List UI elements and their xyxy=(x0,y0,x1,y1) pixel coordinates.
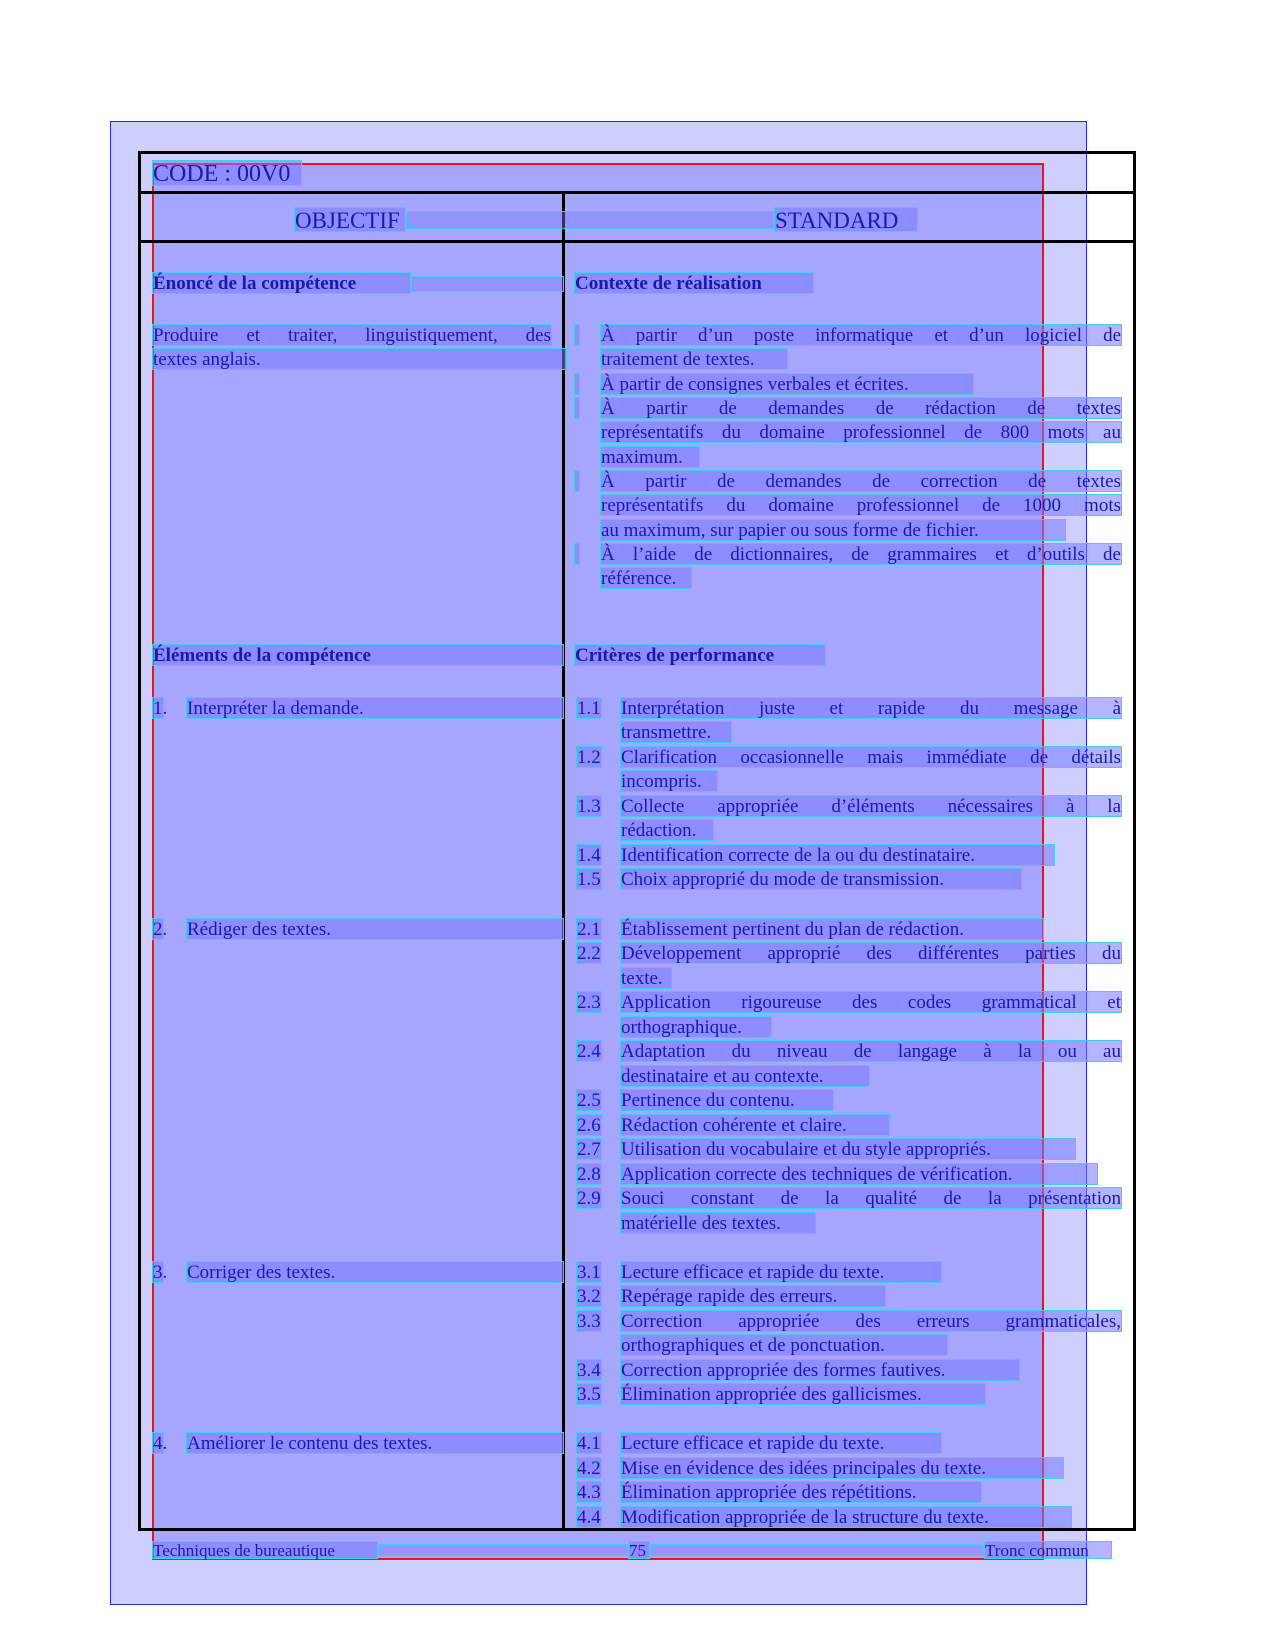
element-number: 1. xyxy=(153,698,168,719)
enonce-title: Énoncé de la compétence xyxy=(152,272,411,294)
bullet-marker xyxy=(574,324,580,346)
competence-code: CODE : 00V0 xyxy=(152,160,302,186)
critere-line: Élimination appropriée des répétitions. xyxy=(620,1481,982,1503)
element-text: Interpréter la demande. xyxy=(186,697,564,719)
critere-line: incompris. xyxy=(620,770,718,792)
header-standard: STANDARD xyxy=(774,207,918,232)
contexte-line: traitement de textes. xyxy=(600,348,788,370)
contexte-line: À partir d’un poste informatique et d’un logiciel de xyxy=(601,325,1121,346)
critere-number: 4.4 xyxy=(577,1507,601,1528)
critere-number: 4.2 xyxy=(577,1458,601,1479)
element-number: 3. xyxy=(153,1262,168,1283)
contexte-line: À partir de demandes de rédaction de textes xyxy=(601,398,1121,419)
critere-line: transmettre. xyxy=(620,721,732,743)
footer-section: Tronc commun xyxy=(984,1541,1112,1559)
critere-number: 2.8 xyxy=(577,1164,601,1185)
critere-line: Rédaction cohérente et claire. xyxy=(620,1114,890,1136)
table-rule-header xyxy=(138,240,1136,243)
table-rule-top xyxy=(138,191,1136,194)
critere-line: rédaction. xyxy=(620,819,714,841)
contexte-line: À l’aide de dictionnaires, de grammaires et d’outils de xyxy=(601,544,1121,565)
critere-number: 2.3 xyxy=(577,992,601,1013)
critere-number: 4.3 xyxy=(577,1482,601,1503)
critere-number: 2.9 xyxy=(577,1188,601,1209)
critere-line: Correction appropriée des formes fautives. xyxy=(620,1359,1020,1381)
contexte-line: représentatifs du domaine professionnel de 1000 mots xyxy=(601,495,1121,516)
critere-line: Application correcte des techniques de vérification. xyxy=(620,1163,1098,1185)
critere-line: orthographique. xyxy=(620,1016,772,1038)
table-column-divider xyxy=(562,191,565,1531)
element-text: Améliorer le contenu des textes. xyxy=(186,1432,564,1454)
critere-line: Établissement pertinent du plan de rédaction. xyxy=(620,918,1044,940)
critere-line: Clarification occasionnelle mais immédiate de détails xyxy=(621,747,1121,768)
criteres-title: Critères de performance xyxy=(574,644,826,666)
element-text: Corriger des textes. xyxy=(186,1261,564,1283)
critere-line: Application rigoureuse des codes grammatical et xyxy=(621,992,1121,1013)
contexte-line: représentatifs du domaine professionnel de 800 mots au xyxy=(601,422,1121,443)
header-objectif: OBJECTIF xyxy=(294,207,406,232)
elements-title: Éléments de la compétence xyxy=(152,644,564,666)
critere-line: Élimination appropriée des gallicismes. xyxy=(620,1383,986,1405)
contexte-line: maximum. xyxy=(600,446,700,468)
critere-line: Adaptation du niveau de langage à la ou au xyxy=(621,1041,1121,1062)
critere-line: Choix approprié du mode de transmission. xyxy=(620,868,1022,890)
bullet-marker xyxy=(574,373,580,395)
critere-number: 3.3 xyxy=(577,1311,601,1332)
contexte-title: Contexte de réalisation xyxy=(574,272,814,294)
critere-number: 3.1 xyxy=(577,1262,601,1283)
element-text: Rédiger des textes. xyxy=(186,918,564,940)
critere-line: Utilisation du vocabulaire et du style appropriés. xyxy=(620,1138,1076,1160)
contexte-line: au maximum, sur papier ou sous forme de fichier. xyxy=(600,519,1066,541)
critere-line: Développement approprié des différentes parties du xyxy=(621,943,1121,964)
critere-number: 3.4 xyxy=(577,1360,601,1381)
critere-number: 1.1 xyxy=(577,698,601,719)
page-number: 75 xyxy=(628,1541,650,1559)
contexte-line: À partir de consignes verbales et écrites. xyxy=(600,373,974,395)
critere-line: Correction appropriée des erreurs grammaticales, xyxy=(621,1311,1121,1332)
critere-number: 1.5 xyxy=(577,869,601,890)
enonce-line-2: textes anglais. xyxy=(152,348,567,370)
critere-line: destinataire et au contexte. xyxy=(620,1065,870,1087)
critere-number: 2.5 xyxy=(577,1090,601,1111)
critere-number: 1.3 xyxy=(577,796,601,817)
bullet-marker xyxy=(574,470,580,492)
contexte-line: À partir de demandes de correction de textes xyxy=(601,471,1121,492)
critere-number: 1.4 xyxy=(577,845,601,866)
critere-number: 2.1 xyxy=(577,919,601,940)
critere-line: Modification appropriée de la structure du texte. xyxy=(620,1506,1072,1528)
critere-number: 2.7 xyxy=(577,1139,601,1160)
critere-line: orthographiques et de ponctuation. xyxy=(620,1334,948,1356)
critere-number: 2.2 xyxy=(577,943,601,964)
critere-number: 4.1 xyxy=(577,1433,601,1454)
footer-band xyxy=(650,1544,984,1556)
bullet-marker xyxy=(574,543,580,565)
critere-number: 2.6 xyxy=(577,1115,601,1136)
critere-number: 2.4 xyxy=(577,1041,601,1062)
critere-line: Identification correcte de la ou du destinataire. xyxy=(620,844,1055,866)
critere-line: Lecture efficace et rapide du texte. xyxy=(620,1432,942,1454)
contexte-line: référence. xyxy=(600,567,692,589)
critere-line: matérielle des textes. xyxy=(620,1212,816,1234)
header-band xyxy=(406,211,774,229)
critere-line: Souci constant de la qualité de la présentation xyxy=(621,1188,1121,1209)
critere-number: 1.2 xyxy=(577,747,601,768)
footer-program: Techniques de bureautique xyxy=(152,1541,378,1559)
critere-line: Pertinence du contenu. xyxy=(620,1089,834,1111)
enonce-line-1: Produire et traiter, linguistiquement, des xyxy=(153,325,551,346)
critere-line: Repérage rapide des erreurs. xyxy=(620,1285,886,1307)
critere-line: Collecte appropriée d’éléments nécessaires à la xyxy=(621,796,1121,817)
bullet-marker xyxy=(574,397,580,419)
critere-number: 3.5 xyxy=(577,1384,601,1405)
critere-line: Interprétation juste et rapide du message à xyxy=(621,698,1121,719)
critere-line: Mise en évidence des idées principales du texte. xyxy=(620,1457,1064,1479)
critere-line: texte. xyxy=(620,967,672,989)
enonce-band xyxy=(411,276,564,292)
element-number: 4. xyxy=(153,1433,168,1454)
footer-band xyxy=(378,1544,628,1556)
critere-line: Lecture efficace et rapide du texte. xyxy=(620,1261,942,1283)
element-number: 2. xyxy=(153,919,168,940)
critere-number: 3.2 xyxy=(577,1286,601,1307)
